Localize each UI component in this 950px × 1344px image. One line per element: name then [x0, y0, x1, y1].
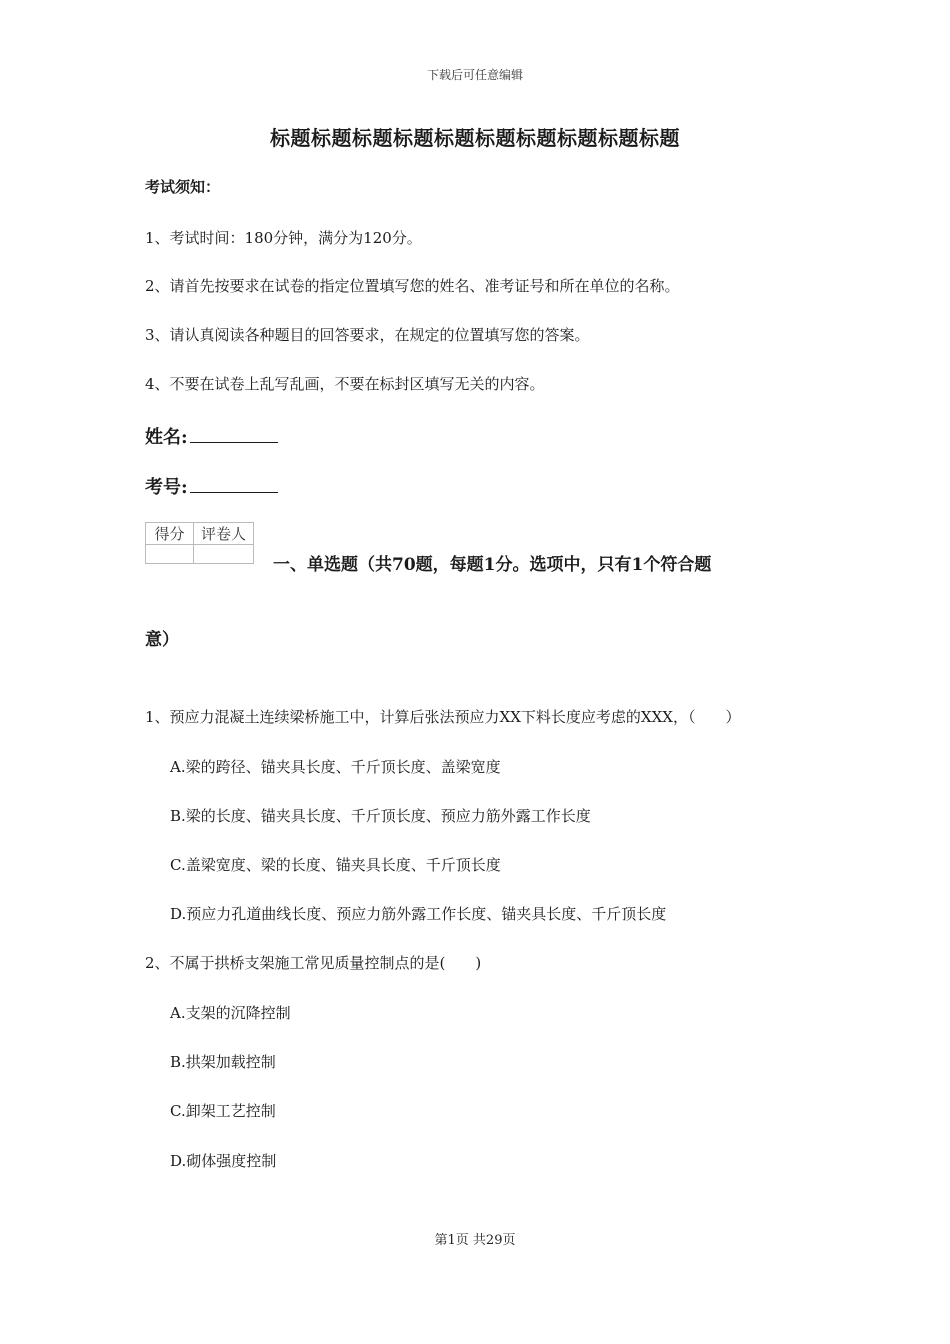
grader-cell	[194, 545, 254, 564]
notice-rule-1: 1、考试时间：180分钟，满分为120分。	[145, 229, 422, 247]
exam-id-label: 考号:	[145, 477, 188, 498]
exam-id-blank-line[interactable]	[190, 476, 278, 493]
grader-header: 评卷人	[194, 523, 254, 545]
question-1-option-b: B.梁的长度、锚夹具长度、千斤顶长度、预应力筋外露工作长度	[170, 807, 591, 825]
score-cell	[146, 545, 194, 564]
question-2-option-b: B.拱架加载控制	[170, 1053, 276, 1071]
question-1-option-d: D.预应力孔道曲线长度、预应力筋外露工作长度、锚夹具长度、千斤顶长度	[170, 905, 667, 923]
page-footer: 第1页 共29页	[434, 1233, 516, 1248]
question-2-option-a: A.支架的沉降控制	[170, 1004, 291, 1022]
section-title: 一、单选题（共70题，每题1分。选项中，只有1个符合题	[273, 555, 712, 575]
question-2: 2、不属于拱桥支架施工常见质量控制点的是( )	[145, 954, 482, 972]
question-1: 1、预应力混凝土连续梁桥施工中，计算后张法预应力XX下料长度应考虑的XXX，（ ）	[145, 708, 741, 726]
name-blank-line[interactable]	[190, 426, 278, 443]
name-label: 姓名:	[145, 427, 188, 448]
notice-rule-2: 2、请首先按要求在试卷的指定位置填写您的姓名、准考证号和所在单位的名称。	[145, 277, 680, 295]
section-title-continued: 意）	[145, 630, 179, 650]
score-table	[145, 522, 254, 564]
notice-rule-3: 3、请认真阅读各种题目的回答要求，在规定的位置填写您的答案。	[145, 326, 590, 344]
name-field	[145, 423, 278, 449]
exam-id-field	[145, 473, 278, 499]
question-2-option-d: D.砌体强度控制	[170, 1152, 277, 1170]
question-2-option-c: C.卸架工艺控制	[170, 1102, 276, 1120]
header-note: 下载后可任意编辑	[426, 68, 523, 82]
notice-heading: 考试须知：	[145, 178, 221, 196]
question-1-option-c: C.盖梁宽度、梁的长度、锚夹具长度、千斤顶长度	[170, 856, 501, 874]
score-header: 得分	[146, 523, 194, 545]
document-title: 标题标题标题标题标题标题标题标题标题标题	[270, 126, 680, 150]
question-1-option-a: A.梁的跨径、锚夹具长度、千斤顶长度、盖梁宽度	[170, 758, 501, 776]
notice-rule-4: 4、不要在试卷上乱写乱画，不要在标封区填写无关的内容。	[145, 375, 545, 393]
